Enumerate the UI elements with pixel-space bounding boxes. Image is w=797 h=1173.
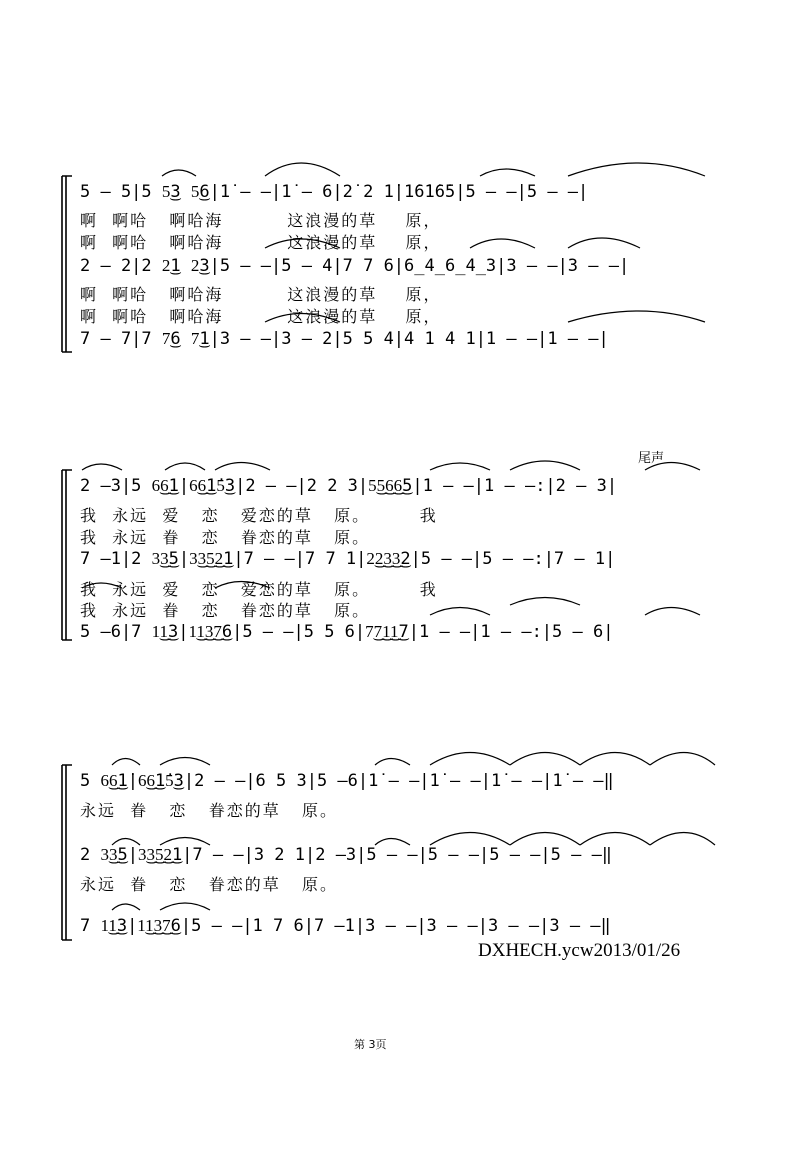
notation-line: 2 –3|5 6͜6͜1̇|6͜6͜1̇5͜3|2 – –|2 2 3|5͜5͜6͜6͜5|1 – –|1 – –:|2 – 3| <box>80 476 618 496</box>
lyric-line: 我 永远 眷 恋 眷恋的草 原。 <box>80 601 371 620</box>
slur <box>430 753 510 766</box>
notation-line: 2 – 2|2 2͜1 2͜3|5 – –|5 – 4|7 7 6|6̲4̲6̲4̲3|3 – –|3 – –| <box>80 256 630 276</box>
system-bracket <box>62 765 72 940</box>
slur <box>568 163 705 176</box>
slur <box>375 759 410 766</box>
section-mark: 尾声 <box>638 451 665 466</box>
slur <box>510 833 580 846</box>
notation-line: 5 6͜6͜1̇|6͜6͜1̇5͜3|2 – –|6 5 3|5 –6|1̇ – –|1̇ – –|1̇ – –|1̇ – –‖ <box>80 771 614 791</box>
lyric-line: 啊 啊哈 啊哈海 这浪漫的草 原， <box>80 233 442 252</box>
slur <box>650 753 715 766</box>
system-bracket <box>62 176 72 352</box>
notation-line: 2 3͜3͜5|3͜3͜5͜2͜1|7 – –|3 2 1|2 –3|5 – –|5 – –|5 – –|5 – –‖ <box>80 845 613 865</box>
notation-line: 5 –6|7 1͜1͜3|1͜1͜3͜7͜6|5 – –|5 5 6|7͜7͜1͜1͜7|1 – –|1 – –:|5 – 6| <box>80 622 614 642</box>
slur <box>215 463 270 471</box>
lyric-line: 我 永远 爱 恋 爱恋的草 原。 我 <box>80 580 438 599</box>
slur <box>568 311 705 322</box>
slur <box>430 833 510 846</box>
slur <box>82 464 122 470</box>
lyric-line: 啊 啊哈 啊哈海 这浪漫的草 原， <box>80 285 442 304</box>
slur <box>430 608 490 616</box>
notation-line: 7 1͜1͜3|1͜1͜3͜7͜6|5 – –|1 7 6|7 –1|3 – –|3 – –|3 – –|3 – –‖ <box>80 916 611 936</box>
lyric-line: 永远 眷 恋 眷恋的草 原。 <box>80 801 338 820</box>
slur <box>580 833 650 846</box>
lyric-line: 啊 啊哈 啊哈海 这浪漫的草 原， <box>80 211 442 230</box>
slur <box>650 833 715 846</box>
slur <box>112 759 140 766</box>
slur <box>160 758 210 766</box>
slur <box>162 170 196 176</box>
slur <box>480 169 535 176</box>
slur <box>568 238 640 248</box>
slur <box>265 163 340 176</box>
notation-line: 5 – 5|5 5͜3 5͜6|1̇ – –|1̇ – 6|2̇ 2 1̇|1̇6̇1̇6̇5|5 – –|5 – –| <box>80 182 589 202</box>
slur <box>430 463 490 470</box>
notation-line: 7 – 7|7 7͜6 7͜1|3 – –|3 – 2|5 5 4|4 1 4 1|1 – –|1 – –| <box>80 329 609 349</box>
lyric-line: 啊 啊哈 啊哈海 这浪漫的草 原， <box>80 307 442 326</box>
notation-line: 7 –1|2 3͜3͜5|3͜3͜5͜2͜1|7 – –|7 7 1|2͜2͜3͜3͜2|5 – –|5 – –:|7 – 1| <box>80 549 616 569</box>
slur <box>112 904 140 910</box>
page-number: 第 3页 <box>354 1038 387 1051</box>
lyric-line: 我 永远 眷 恋 眷恋的草 原。 <box>80 528 371 547</box>
slur <box>645 608 700 616</box>
slur <box>580 753 650 766</box>
slur <box>160 838 210 846</box>
signature: DXHECH.ycw2013/01/26 <box>478 940 681 961</box>
system-bracket <box>62 470 72 640</box>
slur <box>470 239 535 248</box>
slur <box>510 753 580 766</box>
slur <box>160 903 210 910</box>
lyric-line: 我 永远 爱 恋 爱恋的草 原。 我 <box>80 506 438 525</box>
slur <box>165 463 205 470</box>
slur <box>510 598 580 606</box>
slur <box>510 461 580 470</box>
lyric-line: 永远 眷 恋 眷恋的草 原。 <box>80 875 338 894</box>
